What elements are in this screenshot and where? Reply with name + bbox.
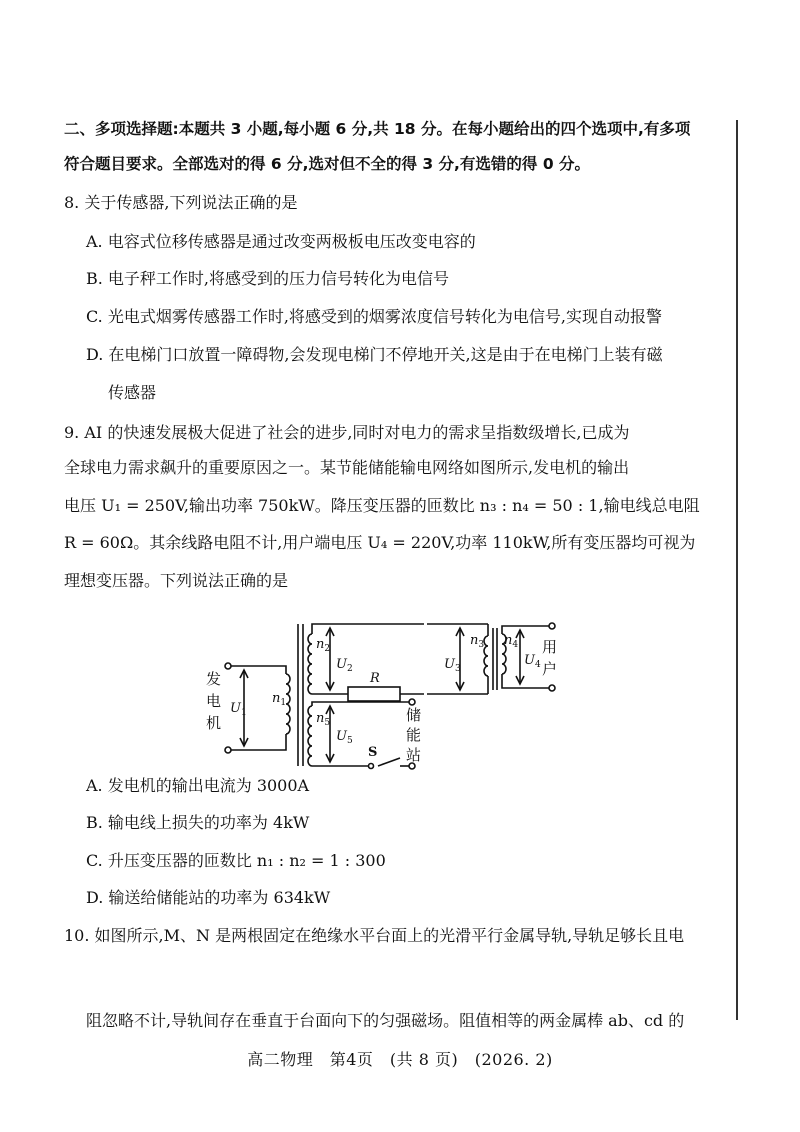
- svg-text:n5: [316, 711, 330, 728]
- q9-option-b: B. 输电线上损失的功率为 4kW: [86, 813, 310, 832]
- user-label-2: 户: [542, 660, 558, 678]
- svg-text:n1: [272, 691, 286, 708]
- page-right-rule: [736, 120, 738, 1020]
- label-u3: U: [444, 657, 455, 672]
- label-n2: n: [316, 637, 325, 652]
- user-label-1: 用: [542, 638, 558, 656]
- q10-stem-line2: 阻忽略不计,导轨间存在垂直于台面向下的匀强磁场。阻值相等的两金属棒 ab、cd 的: [86, 1011, 685, 1030]
- label-n1: n: [272, 691, 281, 706]
- generator-label-1: 发: [206, 670, 222, 688]
- svg-text:n4: [504, 633, 518, 650]
- label-n4-sub: 4: [512, 640, 519, 650]
- label-u2-sub: 2: [346, 664, 353, 674]
- label-n1-sub: 1: [280, 698, 287, 708]
- q8-stem: 8. 关于传感器,下列说法正确的是: [64, 193, 298, 212]
- q8-option-d: D. 在电梯门口放置一障碍物,会发现电梯门不停地开关,这是由于在电梯门上装有磁: [86, 345, 663, 364]
- storage-label-3: 站: [406, 746, 422, 764]
- label-u5: U: [336, 729, 347, 744]
- label-n5-sub: 5: [324, 718, 331, 728]
- q10-stem-line1: 10. 如图所示,M、N 是两根固定在绝缘水平台面上的光滑平行金属导轨,导轨足够长且电: [64, 926, 685, 945]
- label-r: R: [370, 671, 380, 686]
- svg-text:n3: [470, 633, 484, 650]
- svg-text:n2: [316, 637, 330, 654]
- svg-text:U5: [336, 729, 353, 746]
- q9-option-d: D. 输送给储能站的功率为 634kW: [86, 888, 331, 907]
- q8-option-a: A. 电容式位移传感器是通过改变两极板电压改变电容的: [86, 232, 476, 251]
- generator-label-3: 机: [206, 714, 222, 732]
- label-switch-s: S: [368, 745, 378, 760]
- label-u4: U: [524, 653, 535, 668]
- svg-text:U3: [444, 657, 461, 674]
- q9-stem-line3: 电压 U₁ = 250V,输出功率 750kW。降压变压器的匝数比 n₃ : n₄ = 50 : 1,输电线总电阻: [64, 496, 700, 515]
- q9-stem-line1: 9. AI 的快速发展极大促进了社会的进步,同时对电力的需求呈指数级增长,已成为: [64, 423, 630, 442]
- svg-text:U4: [524, 653, 541, 670]
- section-heading-line1: 二、多项选择题:本题共 3 小题,每小题 6 分,共 18 分。在每小题给出的四个选项中,有多项: [64, 120, 691, 138]
- q9-stem-line5: 理想变压器。下列说法正确的是: [64, 571, 289, 590]
- label-u4-sub: 4: [534, 660, 541, 670]
- page-footer: 高二物理 第4页 (共 8 页) (2026. 2): [247, 1050, 553, 1069]
- generator-label-2: 电: [206, 692, 222, 710]
- q8-option-d-continued: 传感器: [108, 383, 157, 402]
- label-u3-sub: 3: [454, 664, 461, 674]
- label-n2-sub: 2: [324, 644, 331, 654]
- label-n4: n: [504, 633, 513, 648]
- q9-stem-line2: 全球电力需求飙升的重要原因之一。某节能储能输电网络如图所示,发电机的输出: [64, 458, 630, 477]
- label-u2: U: [336, 657, 347, 672]
- svg-text:U2: [336, 657, 353, 674]
- label-u5-sub: 5: [346, 736, 353, 746]
- q8-option-b: B. 电子秤工作时,将感受到的压力信号转化为电信号: [86, 269, 450, 288]
- svg-text:R: [369, 671, 380, 686]
- storage-label-1: 储: [406, 706, 422, 724]
- q9-option-a: A. 发电机的输出电流为 3000A: [86, 776, 310, 795]
- q8-option-c: C. 光电式烟雾传感器工作时,将感受到的烟雾浓度信号转化为电信号,实现自动报警: [86, 307, 663, 326]
- label-u1-sub: 1: [240, 708, 247, 718]
- label-n3-sub: 3: [478, 640, 485, 650]
- label-n5: n: [316, 711, 325, 726]
- q9-option-c: C. 升压变压器的匝数比 n₁ : n₂ = 1 : 300: [86, 851, 386, 870]
- section-heading-line2: 符合题目要求。全部选对的得 6 分,选对但不全的得 3 分,有选错的得 0 分。: [64, 155, 591, 173]
- transmission-circuit-diagram: [200, 618, 600, 773]
- label-n3: n: [470, 633, 479, 648]
- storage-label-2: 能: [406, 726, 422, 744]
- label-u1: U: [230, 701, 241, 716]
- q9-stem-line4: R = 60Ω。其余线路电阻不计,用户端电压 U₄ = 220V,功率 110kW,所有变压器均可视为: [64, 533, 696, 552]
